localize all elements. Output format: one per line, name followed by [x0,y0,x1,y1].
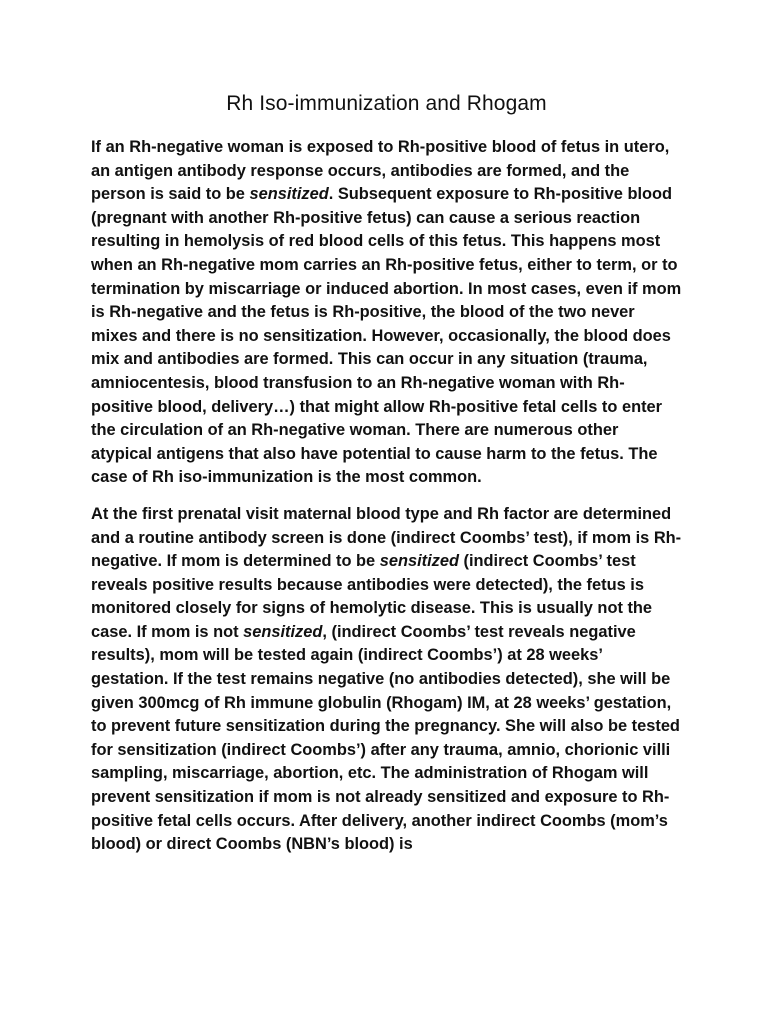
paragraph-2-text: At the first prenatal visit maternal blood type and Rh factor are determined and a routine antibody screen is done (indirect Coombs’ test), if mom is Rh-negative. If mom is determined to be [91,504,682,571]
document-title: Rh Iso-immunization and Rhogam [226,92,547,115]
paragraph-2-emphasis: sensitized [243,622,323,641]
paragraph-2-text: (indirect Coombs’ test reveals positive results because antibodies were detected), the fetus is monitored closely for signs of hemolytic disease. This is usually not the case. If mom is not [91,552,653,641]
paragraph-2-text: , (indirect Coombs’ test reveals negative results), mom will be tested again (indirect Coombs’) at 28 weeks’ gestation. If the test remains negative (no antibodies detected), she will be given 300mcg of Rh immune globulin (Rhogam) IM, at 28 weeks’ gestation, to prevent future sensitization during the pregnancy. She will also be tested for sensitization (indirect Coombs’) after any trauma, amnio, chorionic villi sampling, miscarriage, abortion, etc. The administration of Rhogam will prevent sensitization if mom is not already sensitized and exposure to Rh-positive fetal cells occurs. After delivery, another indirect Coombs (mom’s blood) or direct Coombs (NBN’s blood) is [91,622,680,854]
paragraph-1 [91,136,682,490]
paragraph-2-emphasis: sensitized [379,552,459,571]
paragraph-1-text: . Subsequent exposure to Rh-positive blood (pregnant with another Rh-positive fetus) can cause a serious reaction resulting in hemolysis of red blood cells of this fetus. This happens most when an Rh-negative mom carries an Rh-positive fetus, either to term, or to termination by miscarriage or induced abortion. In most cases, even if mom is Rh-negative and the fetus is Rh-positive, the blood of the two never mixes and there is no sensitization. However, occasionally, the blood does mix and antibodies are formed. This can occur in any situation (trauma, amniocentesis, blood transfusion to an Rh-negative woman with Rh-positive blood, delivery…) that might allow Rh-positive fetal cells to enter the circulation of an Rh-negative woman. There are numerous other atypical antigens that also have potential to cause harm to the fetus. The case of Rh iso-immunization is the most common. [91,185,682,487]
paragraph-1-text: If an Rh-negative woman is exposed to Rh-positive blood of fetus in utero, an antigen antibody response occurs, antibodies are formed, and the person is said to be [91,138,670,204]
paragraph-2 [91,503,682,857]
paragraph-1-emphasis: sensitized [249,185,329,204]
